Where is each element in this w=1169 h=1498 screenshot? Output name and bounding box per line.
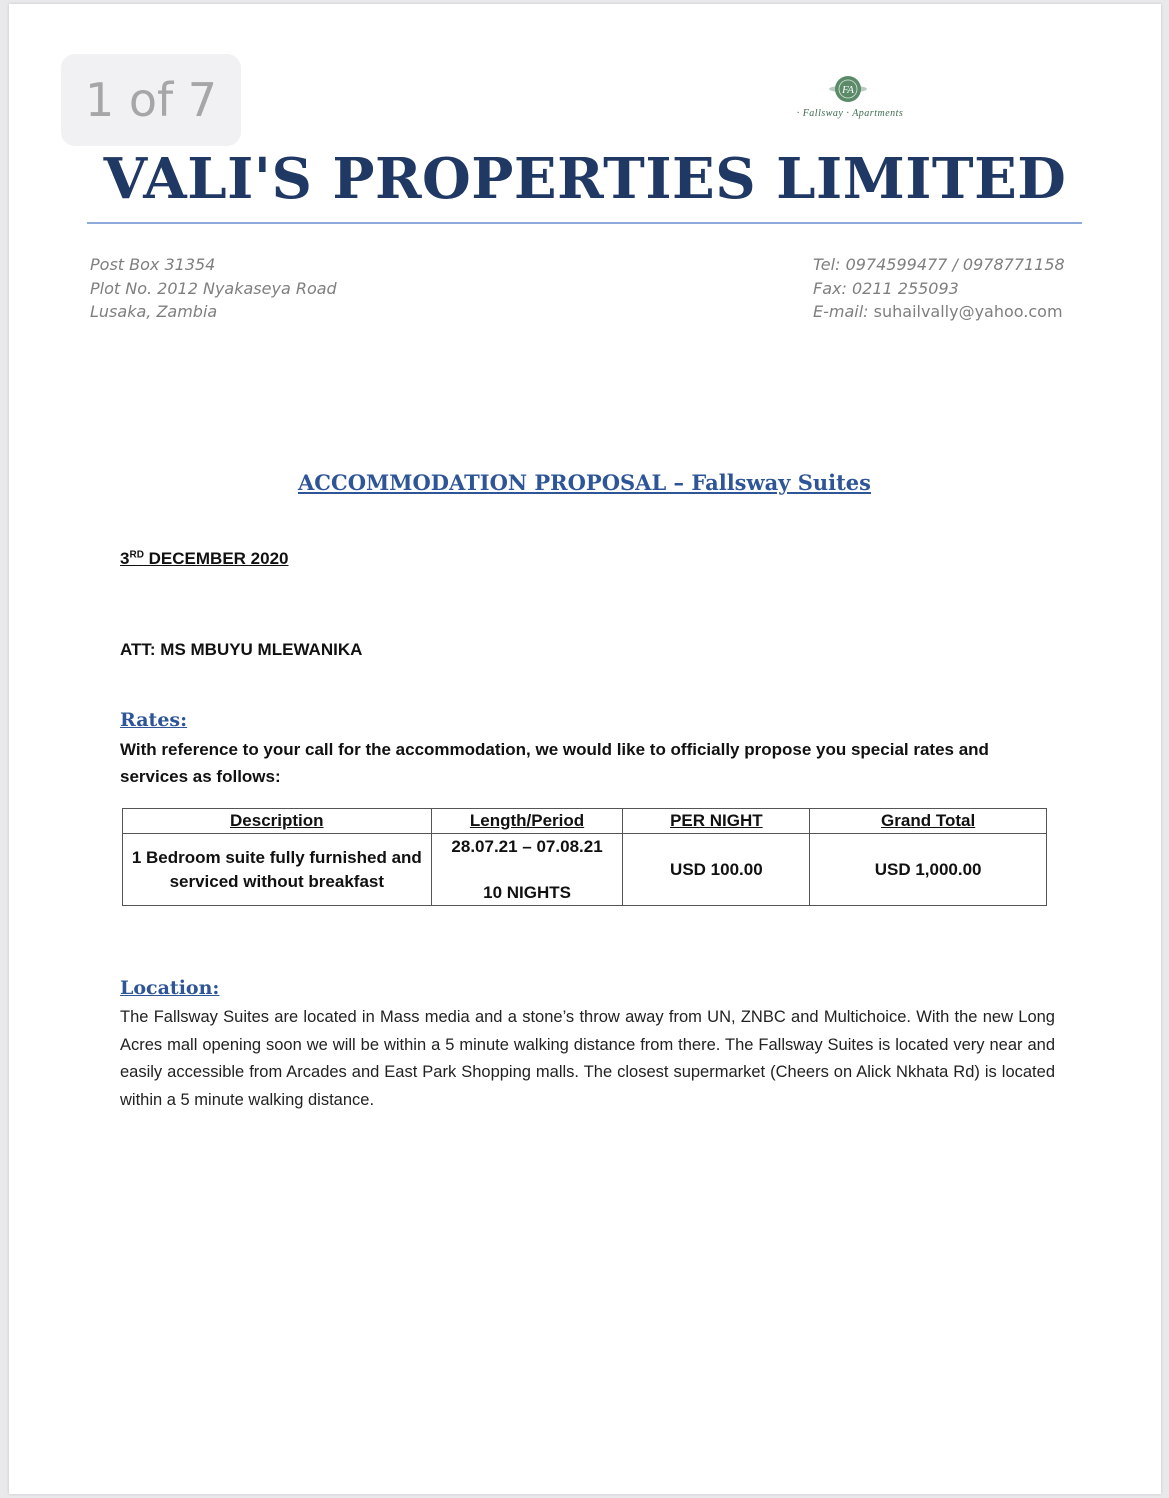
fallsway-logo [775, 72, 925, 128]
contact-block [813, 253, 1065, 324]
col-header-grand-total: Grand Total [810, 809, 1047, 834]
cell-period [431, 834, 623, 906]
col-header-description: Description [123, 809, 432, 834]
cell-grand-total: USD 1,000.00 [810, 834, 1047, 906]
date-month-year: DECEMBER 2020 [143, 549, 289, 568]
location-heading: Location: [120, 977, 220, 999]
rates-table [122, 808, 1047, 906]
date-day: 3 [120, 549, 130, 568]
company-name: VALI'S PROPERTIES LIMITED [103, 146, 1067, 212]
fax: Fax: 0211 255093 [813, 278, 959, 298]
date-suffix: RD [129, 549, 144, 561]
title-divider [87, 222, 1082, 224]
page-indicator: 1 of 7 [61, 54, 241, 146]
col-header-period: Length/Period [431, 809, 623, 834]
col-header-per-night: PER NIGHT [623, 809, 810, 834]
location-paragraph: The Fallsway Suites are located in Mass media and a stone’s throw away from UN, ZNBC and Multichoice. With the new Long Acres mall opening soon we will be within a 5 minute walking distance from there. The Fallsway Suites is located very near and easily accessible from Arcades and East Park Shopping malls. The closest supermarket (Cheers on Alick Nkhata Rd) is located within a 5 minute walking distance. [120, 1008, 1055, 1109]
email-line [813, 300, 1065, 324]
rates-heading: Rates: [120, 709, 188, 731]
address-line: Post Box 31354 [90, 255, 216, 274]
email-link[interactable]: suhailvally@yahoo.com [873, 302, 1063, 321]
address-block [90, 253, 337, 324]
email-label: E-mail: [813, 302, 874, 321]
table-header-row [123, 809, 1047, 834]
attention-line: ATT: MS MBUYU MLEWANIKA [120, 640, 363, 659]
letter-date [120, 549, 288, 569]
proposal-title: ACCOMMODATION PROPOSAL – Fallsway Suites [297, 470, 871, 495]
logo-monogram: FA [841, 84, 855, 96]
cell-per-night: USD 100.00 [623, 834, 810, 906]
address-line: Plot No. 2012 Nyakaseya Road [90, 278, 337, 298]
logo-text: · Fallsway · Apartments [796, 108, 904, 119]
cell-description: 1 Bedroom suite fully furnished and serviced without breakfast [123, 834, 432, 906]
table-row [123, 834, 1047, 906]
period-dates: 28.07.21 – 07.08.21 [451, 837, 603, 856]
address-line: Lusaka, Zambia [90, 302, 218, 321]
rates-intro: With reference to your call for the accommodation, we would like to officially propose you special rates and services as follows: [120, 740, 989, 786]
telephone: Tel: 0974599477 / 0978771158 [813, 255, 1065, 274]
period-nights: 10 NIGHTS [483, 883, 571, 902]
